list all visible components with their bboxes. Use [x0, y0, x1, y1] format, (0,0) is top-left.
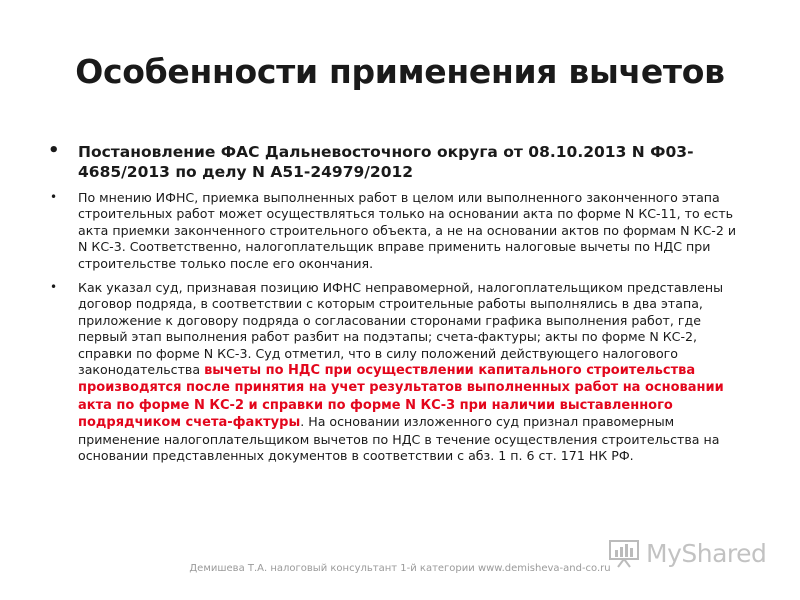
highlighted-ruling-text: вычеты по НДС при осуществлении капитального строительства производятся после принятия на учет результатов выполненных работ на основании акта по форме N КС-2 и справки по форме N КС-3 при наличии выставленного подрядчиком счета-фактуры	[78, 363, 724, 431]
sub-bullet-text-after: . На основании изложенного суд признал правомерным применение налогоплательщиком вычетов по НДС в течение осуществления строительства на основании представленных документов в соответствии с абз. 1 п. 6 ст. 171 НК РФ.	[78, 414, 720, 464]
slide-content	[48, 142, 748, 473]
presentation-board-icon	[608, 538, 640, 568]
watermark-logo	[608, 538, 766, 568]
main-bullet-text: Постановление ФАС Дальневосточного округа от 08.10.2013 N Ф03-4685/2013 по делу N А51-24979/2012	[78, 143, 694, 181]
sub-bullet-ifns-opinion	[48, 190, 748, 272]
sub-bullet-text: По мнению ИФНС, приемка выполненных работ в целом или выполненного законченного этапа строительных работ может осуществляться только на основании акта по форме N КС-11, то есть акта приемки законченного строительного объекта, а не на основании актов по формам N КС-2 и N КС-3. Соответственно, налогоплательщик вправе применить налоговые вычеты по НДС при строительстве только после его окончания.	[78, 190, 737, 271]
bullet-dot: •	[50, 190, 58, 204]
slide-title: Особенности применения вычетов	[75, 52, 725, 91]
sub-bullet-text-before: Как указал суд, признавая позицию ИФНС неправомерной, налогоплательщиком представлены договор подряда, в соответствии с которым строительные работы выполнялись в два этапа, приложение к договору подряда о согласовании сторонами графика выполнения работ, где первый этап выполнения работ разбит на подэтапы; счета-фактуры; акты по форме N КС-2, справки по форме N КС-3. Суд отметил, что в силу положений действующего налогового законодательства	[78, 280, 724, 378]
footer-author: Демишева Т.А. налоговый консультант 1-й категории www.demisheva-and-co.ru	[189, 563, 611, 574]
bullet-dot: •	[48, 140, 60, 161]
main-bullet	[48, 142, 748, 182]
bullet-dot: •	[50, 280, 58, 295]
watermark-text: MyShared	[646, 538, 767, 568]
sub-bullet-court-ruling	[48, 280, 748, 464]
